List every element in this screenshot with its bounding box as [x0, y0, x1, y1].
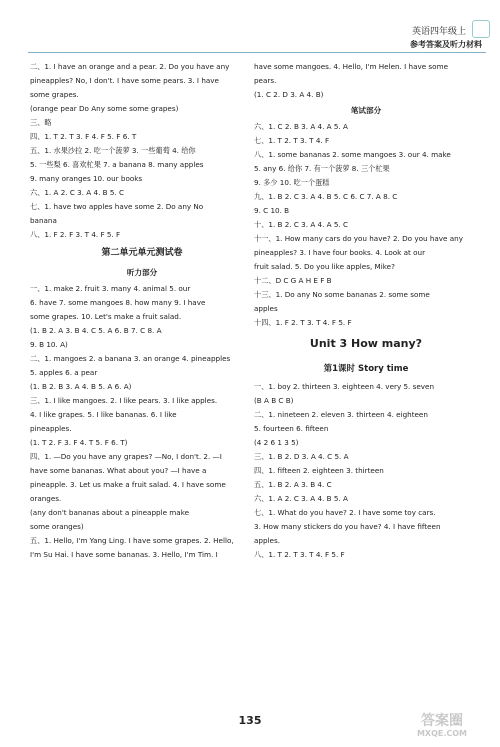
answer-line: 5. fourteen 6. fifteen	[254, 424, 329, 433]
answer-line: (1. B 2. B 3. A 4. B 5. A 6. A)	[30, 382, 132, 391]
answer-line: 九、1. B 2. C 3. A 4. B 5. C 6. C 7. A 8. C	[254, 192, 398, 201]
answer-line: 十二、D C G A H E F B	[254, 276, 332, 285]
answer-line: (B A B C B)	[254, 396, 294, 405]
answer-line: some oranges)	[30, 522, 84, 531]
right-part3	[254, 380, 478, 562]
section-title: 第二单元单元测试卷	[101, 248, 183, 258]
answer-line: 七、1. have two apples have some 2. Do any No	[30, 202, 204, 211]
answer-line: banana	[30, 216, 57, 225]
answer-line: 四、1. —Do you have any grapes? —No, I don't. 2. —I	[30, 452, 222, 461]
answer-line: 二、1. mangoes 2. a banana 3. an orange 4. pineapples	[30, 354, 231, 363]
header-divider	[28, 52, 486, 53]
answer-line: apples.	[254, 536, 280, 545]
answer-line: pineapple. 3. Let us make a fruit salad. 4. I have some	[30, 480, 226, 489]
header-ornament-icon	[472, 20, 490, 38]
watermark-line2: MXQE.COM	[416, 729, 468, 738]
answer-line: 十三、1. Do any No some bananas 2. some some	[254, 290, 430, 299]
answer-line: some grapes. 10. Let's make a fruit salad.	[30, 312, 182, 321]
answer-line: 七、1. T 2. T 3. T 4. F	[254, 136, 330, 145]
answer-line: pineapples? 3. I have four books. 4. Look at our	[254, 248, 426, 257]
answer-line: (1. B 2. A 3. B 4. C 5. A 6. B 7. C 8. A	[30, 326, 162, 335]
answer-line: 六、1. C 2. B 3. A 4. A 5. A	[254, 122, 348, 131]
page-number: 135	[238, 714, 262, 727]
answer-line: 十四、1. F 2. T 3. T 4. F 5. F	[254, 318, 352, 327]
answer-line: 6. have 7. some mangoes 8. how many 9. I have	[30, 298, 206, 307]
answer-line: 5. 一些梨 6. 喜欢杧果 7. a banana 8. many apples	[30, 160, 204, 169]
watermark-line1: 答案圈	[421, 713, 463, 729]
answer-line: 四、1. T 2. T 3. F 4. F 5. F 6. T	[30, 132, 137, 141]
answer-line: pineapples.	[30, 424, 72, 433]
answer-line: 八、1. F 2. F 3. T 4. F 5. F	[30, 230, 121, 239]
written-title: 笔试部分	[350, 106, 382, 115]
answer-line: 三、1. I like mangoes. 2. I like pears. 3. I like apples.	[30, 396, 218, 405]
answer-line: 五、1. 水果沙拉 2. 吃一个菠萝 3. 一些葡萄 4. 给你	[30, 146, 196, 155]
page-header	[0, 0, 500, 50]
answer-line: 三、1. B 2. D 3. A 4. C 5. A	[254, 452, 349, 461]
answer-line: (1. C 2. D 3. A 4. B)	[254, 90, 324, 99]
answer-line: 七、1. What do you have? 2. I have some toy cars.	[254, 508, 436, 517]
left-part2	[30, 282, 254, 562]
answer-line: 9. B 10. A)	[30, 340, 68, 349]
answer-line: 9. many oranges 10. our books	[30, 174, 143, 183]
answer-line: have some bananas. What about you? —I have a	[30, 466, 207, 475]
answer-line: (orange pear Do Any some some grapes)	[30, 104, 179, 113]
answer-line: 八、1. T 2. T 3. T 4. F 5. F	[254, 550, 345, 559]
answer-line: have some mangoes. 4. Hello, I'm Helen. I have some	[254, 62, 448, 71]
unit-title: Unit 3 How many?	[309, 337, 423, 350]
answer-line: (1. T 2. F 3. F 4. T 5. F 6. T)	[30, 438, 128, 447]
answer-line: 六、1. A 2. C 3. A 4. B 5. C	[30, 188, 125, 197]
listening-title: 听力部分	[126, 268, 158, 277]
answer-line: apples	[254, 304, 278, 313]
answer-line: I'm Su Hai. I have some bananas. 3. Hello, I'm Tim. I	[30, 550, 218, 559]
answer-line: 一、1. boy 2. thirteen 3. eighteen 4. very 5. seven	[254, 382, 435, 391]
answer-line: oranges.	[30, 494, 62, 503]
answer-line: 十、1. B 2. C 3. A 4. A 5. C	[254, 220, 349, 229]
answer-line: 二、1. I have an orange and a pear. 2. Do you have any	[30, 62, 230, 71]
left-column	[30, 60, 254, 562]
left-part1	[30, 60, 254, 242]
header-subtitle: 参考答案及听力材料	[410, 40, 482, 49]
answer-line: (any don't bananas about a pineapple make	[30, 508, 190, 517]
watermark-logo	[398, 713, 486, 741]
answer-line: 十一、1. How many cars do you have? 2. Do you have any	[254, 234, 463, 243]
right-part1	[254, 60, 478, 102]
answer-line: 一、1. make 2. fruit 3. many 4. animal 5. our	[30, 284, 191, 293]
right-column	[254, 60, 478, 562]
answer-line: 三、略	[30, 118, 52, 127]
answer-line: 9. 多少 10. 吃一个蛋糕	[254, 178, 330, 187]
answer-line: 5. apples 6. a pear	[30, 368, 98, 377]
answer-line: pears.	[254, 76, 277, 85]
answer-line: 四、1. fifteen 2. eighteen 3. thirteen	[254, 466, 384, 475]
answer-line: 五、1. B 2. A 3. B 4. C	[254, 480, 332, 489]
answer-line: 二、1. nineteen 2. eleven 3. thirteen 4. eighteen	[254, 410, 428, 419]
answer-line: pineapples? No, I don't. I have some pears. 3. I have	[30, 76, 219, 85]
answer-line: 5. any 6. 给你 7. 有一个菠萝 8. 三个杧果	[254, 164, 390, 173]
answer-line: 3. How many stickers do you have? 4. I have fifteen	[254, 522, 441, 531]
answer-line: 4. I like grapes. 5. I like bananas. 6. I like	[30, 410, 177, 419]
answer-line: some grapes.	[30, 90, 79, 99]
answer-line: 五、1. Hello, I'm Yang Ling. I have some grapes. 2. Hello,	[30, 536, 234, 545]
header-title: 英语四年级上	[411, 27, 466, 37]
answer-line: 六、1. A 2. C 3. A 4. B 5. A	[254, 494, 348, 503]
lesson-title: 第1课时 Story time	[323, 364, 409, 374]
answer-line: fruit salad. 5. Do you like apples, Mike?	[254, 262, 395, 271]
right-part2	[254, 120, 478, 330]
answer-line: (4 2 6 1 3 5)	[254, 438, 299, 447]
answer-line: 八、1. some bananas 2. some mangoes 3. our 4. make	[254, 150, 451, 159]
answer-line: 9. C 10. B	[254, 206, 290, 215]
